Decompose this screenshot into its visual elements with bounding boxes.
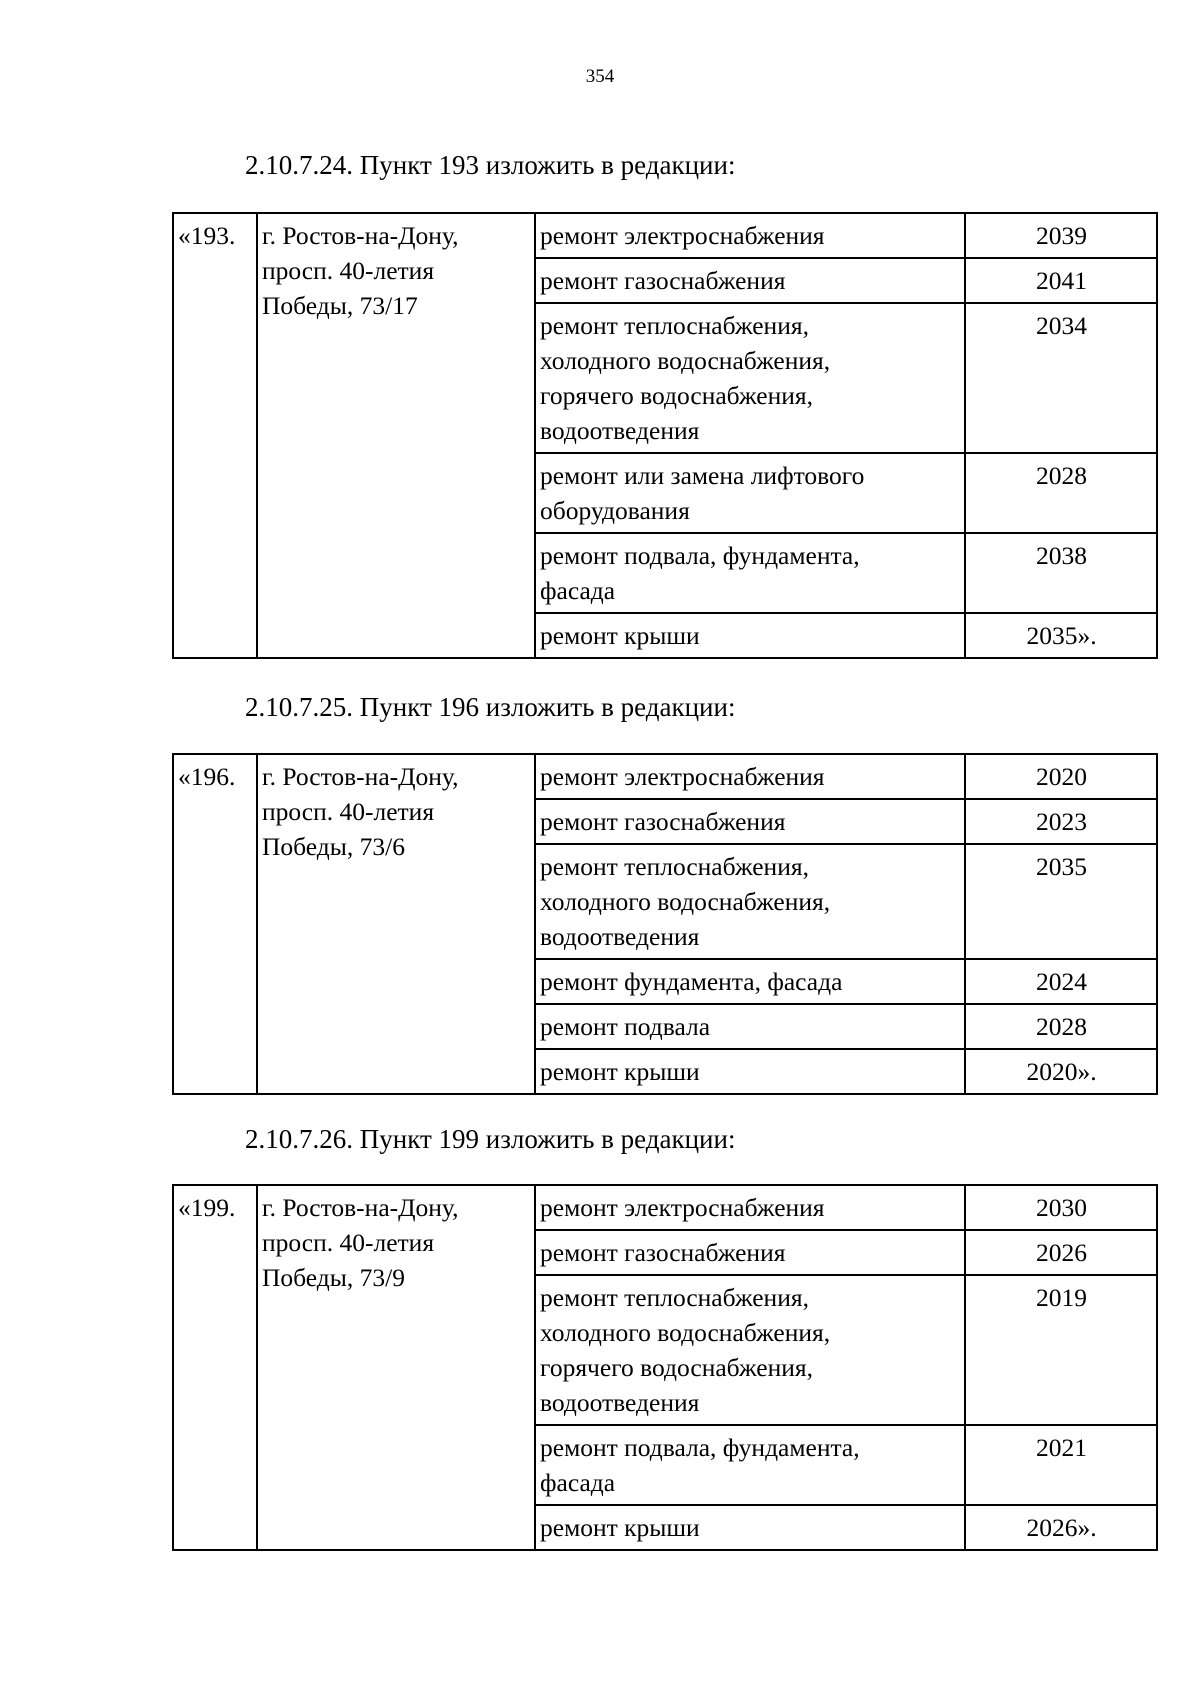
work-cell: ремонт газоснабжения xyxy=(535,258,965,303)
year-cell: 2028 xyxy=(965,453,1157,533)
work-cell: ремонт подвала, фундамента, фасада xyxy=(535,1425,965,1505)
works-table xyxy=(172,753,1158,1095)
table-row xyxy=(173,1185,1157,1230)
year-cell: 2039 xyxy=(965,213,1157,258)
year-cell: 2023 xyxy=(965,799,1157,844)
work-cell: ремонт крыши xyxy=(535,1505,965,1550)
work-cell: ремонт фундамента, фасада xyxy=(535,959,965,1004)
year-cell: 2019 xyxy=(965,1275,1157,1425)
year-cell: 2021 xyxy=(965,1425,1157,1505)
item-number: «196. xyxy=(173,754,257,1094)
section-heading: 2.10.7.25. Пункт 196 изложить в редакции: xyxy=(245,692,736,722)
year-cell: 2026 xyxy=(965,1230,1157,1275)
table-row xyxy=(173,213,1157,258)
work-cell: ремонт электроснабжения xyxy=(535,754,965,799)
table-row xyxy=(173,754,1157,799)
works-table xyxy=(172,1184,1158,1551)
work-cell: ремонт крыши xyxy=(535,613,965,658)
work-cell: ремонт крыши xyxy=(535,1049,965,1094)
year-cell: 2035». xyxy=(965,613,1157,658)
year-cell: 2041 xyxy=(965,258,1157,303)
year-cell: 2024 xyxy=(965,959,1157,1004)
work-cell: ремонт теплоснабжения, холодного водоснабжения, водоотведения xyxy=(535,844,965,959)
year-cell: 2020 xyxy=(965,754,1157,799)
work-cell: ремонт теплоснабжения, холодного водоснабжения, горячего водоснабжения, водоотведения xyxy=(535,303,965,453)
work-cell: ремонт подвала, фундамента, фасада xyxy=(535,533,965,613)
work-cell: ремонт теплоснабжения, холодного водоснабжения, горячего водоснабжения, водоотведения xyxy=(535,1275,965,1425)
works-table xyxy=(172,212,1158,659)
page-number: 354 xyxy=(585,66,615,87)
work-cell: ремонт электроснабжения xyxy=(535,1185,965,1230)
work-cell: ремонт электроснабжения xyxy=(535,213,965,258)
year-cell: 2026». xyxy=(965,1505,1157,1550)
year-cell: 2028 xyxy=(965,1004,1157,1049)
year-cell: 2035 xyxy=(965,844,1157,959)
section-heading: 2.10.7.26. Пункт 199 изложить в редакции: xyxy=(245,1124,736,1154)
section-heading: 2.10.7.24. Пункт 193 изложить в редакции: xyxy=(245,150,736,180)
year-cell: 2020». xyxy=(965,1049,1157,1094)
work-cell: ремонт или замена лифтового оборудования xyxy=(535,453,965,533)
work-cell: ремонт газоснабжения xyxy=(535,799,965,844)
address-cell: г. Ростов-на-Дону, просп. 40-летия Победы, 73/9 xyxy=(257,1185,535,1550)
address-cell: г. Ростов-на-Дону, просп. 40-летия Победы, 73/17 xyxy=(257,213,535,658)
work-cell: ремонт газоснабжения xyxy=(535,1230,965,1275)
year-cell: 2038 xyxy=(965,533,1157,613)
address-cell: г. Ростов-на-Дону, просп. 40-летия Победы, 73/6 xyxy=(257,754,535,1094)
item-number: «199. xyxy=(173,1185,257,1550)
item-number: «193. xyxy=(173,213,257,658)
year-cell: 2030 xyxy=(965,1185,1157,1230)
work-cell: ремонт подвала xyxy=(535,1004,965,1049)
year-cell: 2034 xyxy=(965,303,1157,453)
